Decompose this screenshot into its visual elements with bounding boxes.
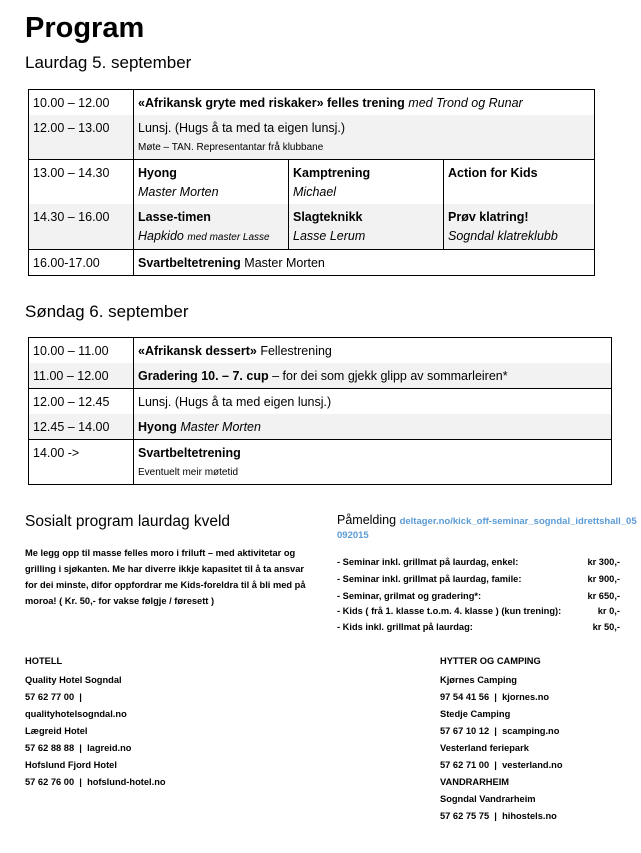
sunday-schedule xyxy=(28,337,612,485)
activity-cell: Lunsj. (Hugs å ta med eigen lunsj.) xyxy=(134,389,612,415)
saturday-heading: Laurdag 5. september xyxy=(25,53,192,72)
time-cell: 14.30 – 16.00 xyxy=(29,204,134,250)
sunday-heading: Søndag 6. september xyxy=(25,302,189,321)
page-title: Program xyxy=(25,12,145,44)
activity-cell: Hyong Master Morten xyxy=(134,160,289,205)
social-text: Me legg opp til masse felles moro i friluft – med aktivitetar og grilling i sjøkanten. Me har diverre ikkje kapasitet til å ta ansvar for dei minste, difor oppfordrar me Kids-foreldra til å bli med på moroa! ( Kr. 50,- for vakse følgje / føresett ) xyxy=(25,548,306,606)
table-row xyxy=(29,250,595,276)
hotel-link[interactable]: hofslund-hotel.no xyxy=(87,777,166,787)
activity-cell: Hyong Master Morten xyxy=(134,414,612,440)
table-row xyxy=(29,414,612,440)
cabin-link[interactable]: vesterland.no xyxy=(502,760,563,770)
cabins-heading: HYTTER OG CAMPING xyxy=(440,656,541,666)
activity-cell: Lasse-timen Hapkido med master Lasse xyxy=(134,204,289,250)
activity-cell: Prøv klatring! Sogndal klatreklubb xyxy=(444,204,595,250)
hotels-list: HOTELL Quality Hotel Sogndal 57 62 77 00 | qualityhotelsogndal.no Lægreid Hotel 57 62 88 88 | lagreid.no Hofslund Fjord Hotel 57 62 76 00 | hofslund-hotel.no xyxy=(25,653,166,791)
cabins-list: HYTTER OG CAMPING Kjørnes Camping 97 54 41 56 | kjornes.no Stedje Camping 57 67 10 12 | scamping.no Vesterland feriepark 57 62 71 00 | vesterland.no VANDRARHEIM Sogndal Vandrarheim 57 62 75 75 | hihostels.no xyxy=(440,653,563,825)
activity-cell: «Afrikansk dessert» Fellestrening xyxy=(134,338,612,364)
cabin-link[interactable]: scamping.no xyxy=(502,726,560,736)
time-cell: 12.00 – 13.00 xyxy=(29,115,134,160)
activity-cell: «Afrikansk gryte med riskaker» felles trening med Trond og Runar xyxy=(134,90,595,116)
table-row xyxy=(29,440,612,485)
time-cell: 12.45 – 14.00 xyxy=(29,414,134,440)
activity-cell: Slagteknikk Lasse Lerum xyxy=(289,204,444,250)
activity-cell: Action for Kids xyxy=(444,160,595,205)
registration-block xyxy=(337,513,641,541)
table-row xyxy=(29,338,612,364)
registration-label: Påmelding xyxy=(337,513,397,527)
hostel-link[interactable]: hihostels.no xyxy=(502,811,557,821)
table-row xyxy=(29,160,595,205)
table-row xyxy=(29,389,612,415)
table-row xyxy=(29,115,595,160)
time-cell: 12.00 – 12.45 xyxy=(29,389,134,415)
activity-cell: Gradering 10. – 7. cup – for dei som gjekk glipp av sommarleiren* xyxy=(134,363,612,389)
hotel-link[interactable]: qualityhotelsogndal.no xyxy=(25,709,127,719)
price-row: - Seminar inkl. grillmat på laurdag, famile: kr 900,- xyxy=(337,574,620,584)
activity-cell: Svartbeltetrening Eventuelt meir møtetid xyxy=(134,440,612,485)
cabin-link[interactable]: kjornes.no xyxy=(502,692,550,702)
hotel-link[interactable]: lagreid.no xyxy=(87,743,132,753)
time-cell: 11.00 – 12.00 xyxy=(29,363,134,389)
activity-cell: Svartbeltetrening Master Morten xyxy=(134,250,595,276)
time-cell: 14.00 -> xyxy=(29,440,134,485)
table-row xyxy=(29,90,595,116)
time-cell: 10.00 – 12.00 xyxy=(33,96,110,110)
social-heading: Sosialt program laurdag kveld xyxy=(25,513,231,530)
hostel-heading: VANDRARHEIM xyxy=(440,777,510,787)
time-cell: 10.00 – 11.00 xyxy=(33,344,109,358)
table-row xyxy=(29,204,595,250)
activity-cell: Kamptrening Michael xyxy=(289,160,444,205)
table-row xyxy=(29,363,612,389)
saturday-schedule xyxy=(28,89,595,276)
price-row: - Seminar inkl. grillmat på laurdag, enkel: kr 300,- xyxy=(337,557,620,567)
registration-link[interactable]: deltager.no/kick_off-seminar_sogndal_idrettshall_05092015 xyxy=(337,516,637,541)
price-row: - Seminar, grilmat og gradering*: kr 650,- xyxy=(337,591,620,601)
time-cell: 13.00 – 14.30 xyxy=(29,160,134,205)
hotels-heading: HOTELL xyxy=(25,656,63,666)
activity-cell: Lunsj. (Hugs å ta med ta eigen lunsj.) Møte – TAN. Representantar frå klubbane xyxy=(134,115,595,160)
price-row: - Kids inkl. grillmat på laurdag: kr 50,- xyxy=(337,622,620,632)
time-cell: 16.00-17.00 xyxy=(29,250,134,276)
price-row: - Kids ( frå 1. klasse t.o.m. 4. klasse ) (kun trening): kr 0,- xyxy=(337,606,620,616)
